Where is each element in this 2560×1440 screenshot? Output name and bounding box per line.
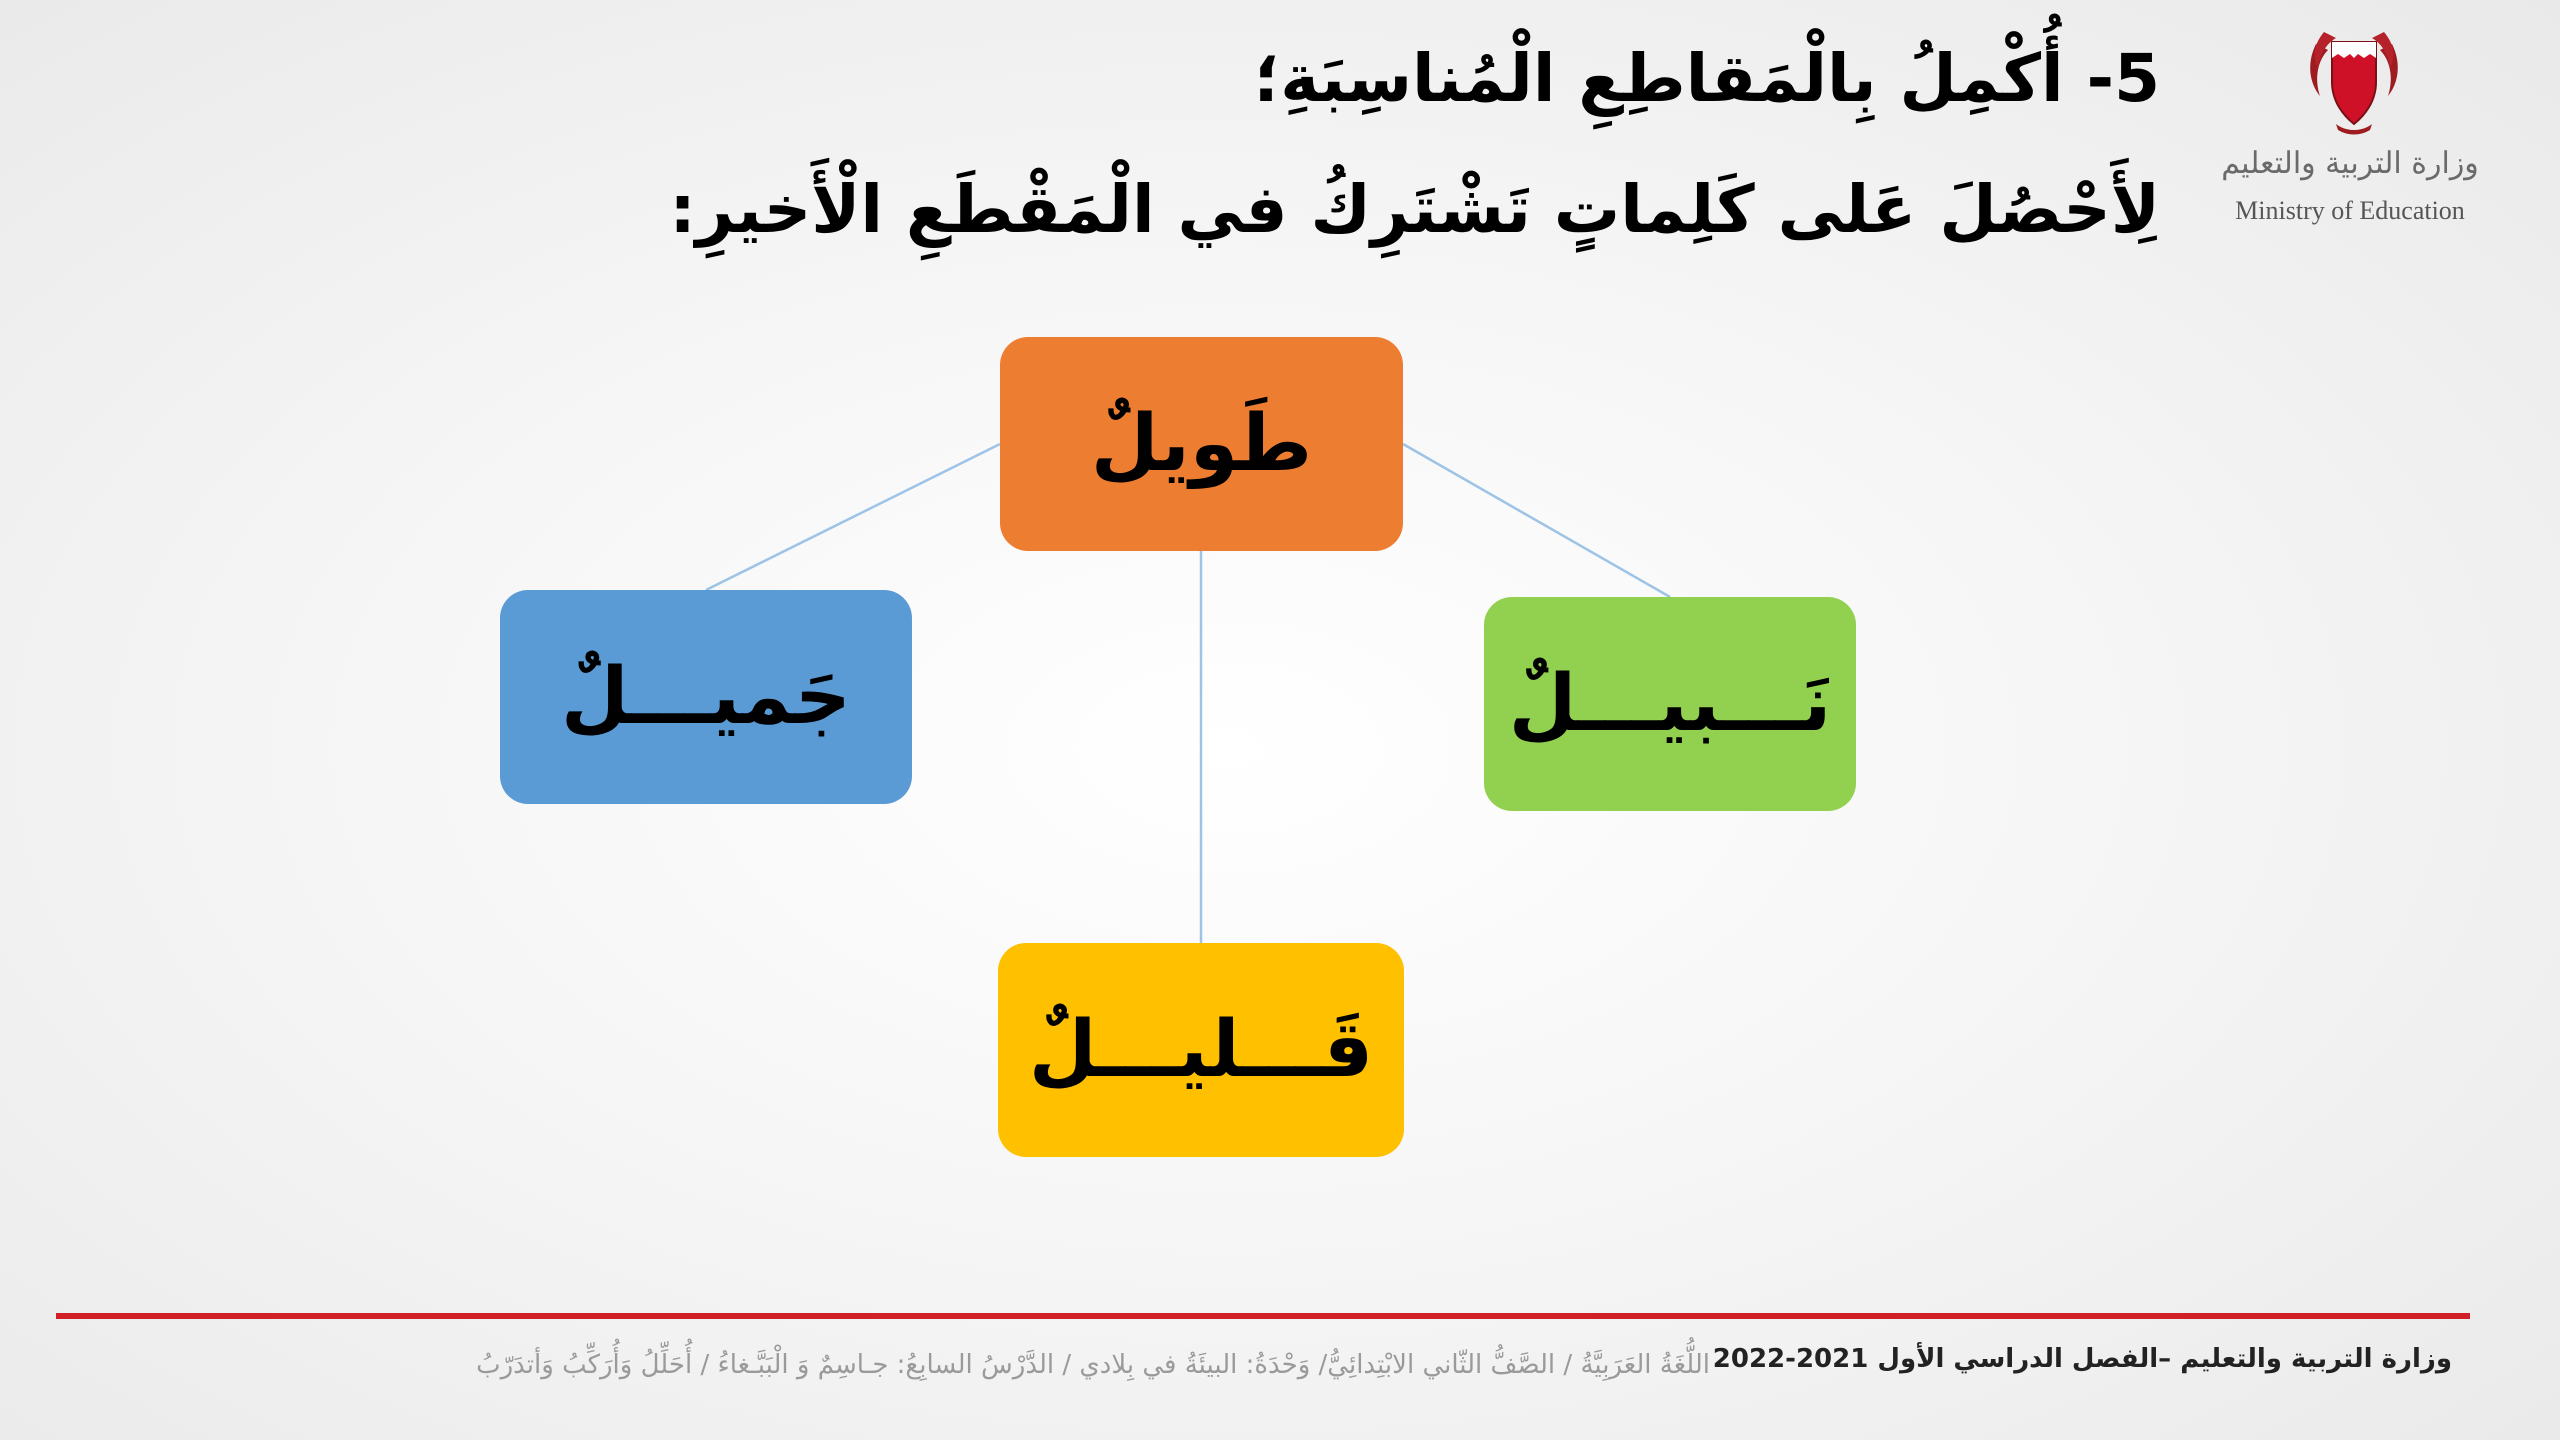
word-box-top[interactable]	[1000, 337, 1403, 551]
connector-top-right	[1403, 444, 1670, 597]
word-right: نَـــبيـــلٌ	[1508, 659, 1832, 749]
word-box-bottom[interactable]	[998, 943, 1404, 1157]
exercise-title-line-1: 5- أُكْمِلُ بِالْمَقاطِعِ الْمُناسِبَةِ؛	[1253, 40, 2160, 117]
word-bottom: قَـــليـــلٌ	[1028, 1005, 1374, 1095]
logo-english-text: Ministry of Education	[2235, 196, 2465, 225]
word-box-right[interactable]	[1484, 597, 1856, 811]
exercise-title-line-2: لِأَحْصُلَ عَلى كَلِماتٍ تَشْتَرِكُ في الْمَقْطَعِ الْأَخيرِ:	[669, 171, 2160, 248]
footer-divider	[56, 1313, 2470, 1319]
word-top: طَويلٌ	[1090, 399, 1313, 489]
connector-top-left	[706, 444, 1000, 590]
logo-arabic-text: وزارة التربية والتعليم	[2221, 146, 2479, 181]
footer-breadcrumb: اللُّغَةُ العَرَبِيَّةُ / الصَّفُّ الثّاني الابْتِدائِيُّ/ وَحْدَةُ: البيئَةُ في بِلادي / الدَّرْسُ السابِعُ: جـاسِمٌ وَ الْبَبَّـغاءُ / أُحَلِّلُ وَأُرَكِّبُ وَأتدَرّبُ	[476, 1350, 1710, 1380]
word-left: جَميـــلٌ	[561, 652, 851, 742]
word-box-left[interactable]	[500, 590, 912, 804]
footer-ministry-semester: وزارة التربية والتعليم –الفصل الدراسي الأول 2021-2022	[1712, 1344, 2452, 1374]
